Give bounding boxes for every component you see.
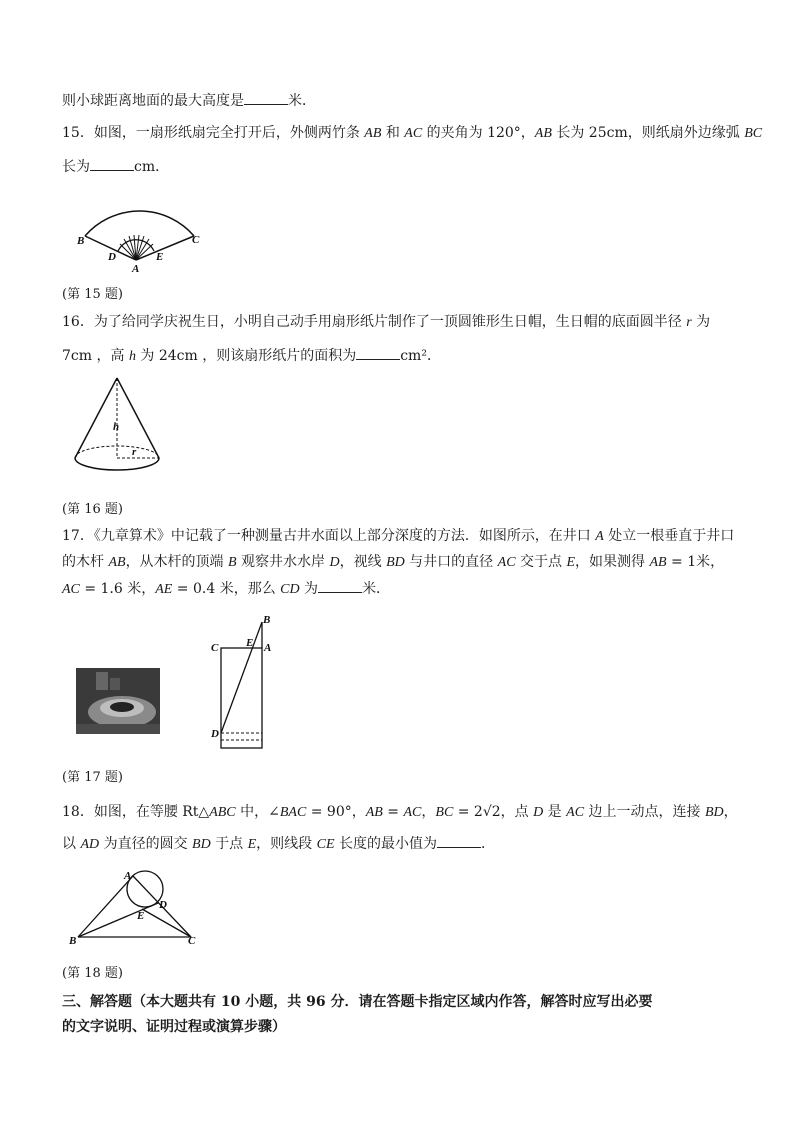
triangle-circle-figure: [66, 864, 206, 954]
q14-text-a: 则小球距离地面的最大高度是: [62, 93, 244, 109]
text: cm²．: [400, 348, 441, 364]
well-diagram: [205, 610, 285, 760]
label-C: C: [192, 234, 200, 246]
q15-line-2: [62, 158, 169, 176]
fan-figure: [72, 180, 222, 280]
text: = 1米，: [666, 554, 725, 570]
cone-figure: [70, 372, 170, 492]
var: AC: [403, 805, 422, 820]
text: 中，∠: [235, 804, 280, 820]
text: 观察井水水岸: [236, 554, 330, 570]
well-photo: [76, 668, 160, 734]
var: BD: [704, 805, 724, 820]
var: ABC: [209, 805, 236, 820]
var: BD: [386, 555, 405, 570]
var: AB: [108, 555, 126, 570]
text: 为直径的圆交: [99, 836, 193, 852]
q17-line-1: [62, 527, 734, 546]
var: AC: [404, 126, 423, 141]
label-B: B: [263, 614, 271, 626]
text: ，视线: [339, 554, 387, 570]
text: 为: [691, 314, 711, 330]
text: = 2√2，点: [453, 804, 534, 820]
var: BC: [744, 126, 763, 141]
q16-line-1: [62, 313, 710, 332]
label-E: E: [246, 637, 254, 649]
var: AB: [365, 805, 383, 820]
answer-blank: [244, 92, 288, 105]
q15-caption: (第 15 题): [62, 287, 123, 302]
text: cm．: [134, 159, 170, 175]
text: ，从木杆的顶端: [125, 554, 229, 570]
var: BD: [192, 837, 211, 852]
var: D: [329, 555, 340, 570]
text: 为 24cm ，则该扇形纸片的面积为: [135, 348, 357, 364]
label-A: A: [264, 642, 272, 654]
var: AB: [364, 126, 382, 141]
answer-blank: [356, 347, 400, 360]
text: 以: [62, 836, 81, 852]
text: 16．为了给同学庆祝生日，小明自己动手用扇形纸片制作了一顶圆锥形生日帽，生日帽的底面圆半径: [62, 314, 687, 330]
var: E: [247, 837, 257, 852]
text: 的木杆: [62, 554, 109, 570]
q18-line-2: [62, 835, 495, 854]
label-r: r: [132, 446, 137, 458]
q17-line-3: [62, 580, 390, 599]
q14-text-b: 米．: [288, 93, 316, 109]
q14-tail-text: [62, 92, 316, 110]
label-C: C: [188, 935, 196, 947]
var: AC: [566, 805, 585, 820]
section-3-heading-line-2: 的文字说明、证明过程或演算步骤）: [62, 1019, 286, 1035]
var: A: [595, 529, 604, 544]
text: 边上一动点，连接: [584, 804, 705, 820]
var: h: [128, 349, 136, 364]
var: AD: [80, 837, 100, 852]
label-D: D: [159, 899, 167, 911]
text: 18．如图，在等腰 Rt△: [62, 804, 210, 820]
label-C: C: [211, 642, 219, 654]
label-B: B: [77, 235, 85, 247]
var: E: [566, 555, 575, 570]
label-A: A: [124, 870, 132, 882]
text: 与井口的直径: [404, 554, 498, 570]
q15-line-1: [62, 124, 762, 143]
var: BC: [435, 805, 454, 820]
text: ，: [723, 804, 738, 820]
text: =: [382, 804, 404, 820]
q18-caption: (第 18 题): [62, 966, 123, 981]
label-A: A: [132, 263, 140, 275]
var: D: [533, 805, 544, 820]
text: 于点: [210, 836, 248, 852]
var: r: [686, 315, 692, 330]
text: 米．: [362, 581, 391, 597]
text: ，如果测得: [575, 554, 650, 570]
var: CD: [280, 582, 300, 597]
var: AC: [497, 555, 516, 570]
q17-caption: (第 17 题): [62, 770, 123, 785]
var: AB: [649, 555, 667, 570]
answer-blank: [318, 580, 362, 593]
var: B: [228, 555, 237, 570]
label-E: E: [137, 910, 145, 922]
text: ，则线段: [256, 836, 317, 852]
q18-line-1: [62, 803, 738, 822]
section-3-heading-line-1: 三、解答题（本大题共有 10 小题，共 96 分．请在答题卡指定区域内作答，解答时应写出必要: [62, 994, 653, 1010]
text: 15．如图，一扇形纸扇完全打开后，外侧两竹条: [62, 125, 365, 141]
var: AC: [62, 582, 80, 597]
label-E: E: [156, 251, 164, 263]
answer-blank: [437, 835, 481, 848]
label-B: B: [69, 935, 77, 947]
text: 7cm ，高: [62, 348, 129, 364]
text: 和: [381, 125, 405, 141]
label-D: D: [108, 251, 116, 263]
answer-blank: [90, 158, 134, 171]
text: 长为: [62, 159, 90, 175]
text: 处立一根垂直于井口: [603, 528, 735, 544]
text: = 1.6 米，: [79, 581, 156, 597]
q17-line-2: [62, 553, 724, 572]
text: ．: [480, 836, 495, 852]
var: BAC: [279, 805, 307, 820]
text: 为: [299, 581, 319, 597]
text: = 90°，: [306, 804, 366, 820]
q16-caption: (第 16 题): [62, 502, 123, 517]
var: AE: [155, 582, 173, 597]
var: CE: [316, 837, 335, 852]
text: ，: [421, 804, 436, 820]
text: 的夹角为 120°，: [422, 125, 535, 141]
text: 17．《九章算术》中记载了一种测量古井水面以上部分深度的方法．如图所示，在井口: [62, 528, 596, 544]
text: 是: [543, 804, 567, 820]
text: 长为 25cm，则纸扇外边缘弧: [551, 125, 745, 141]
label-D: D: [211, 728, 219, 740]
text: = 0.4 米，那么: [172, 581, 281, 597]
text: 交于点: [515, 554, 567, 570]
label-h: h: [113, 421, 120, 433]
var: AB: [534, 126, 552, 141]
q16-line-2: [62, 347, 441, 366]
text: 长度的最小值为: [334, 836, 437, 852]
